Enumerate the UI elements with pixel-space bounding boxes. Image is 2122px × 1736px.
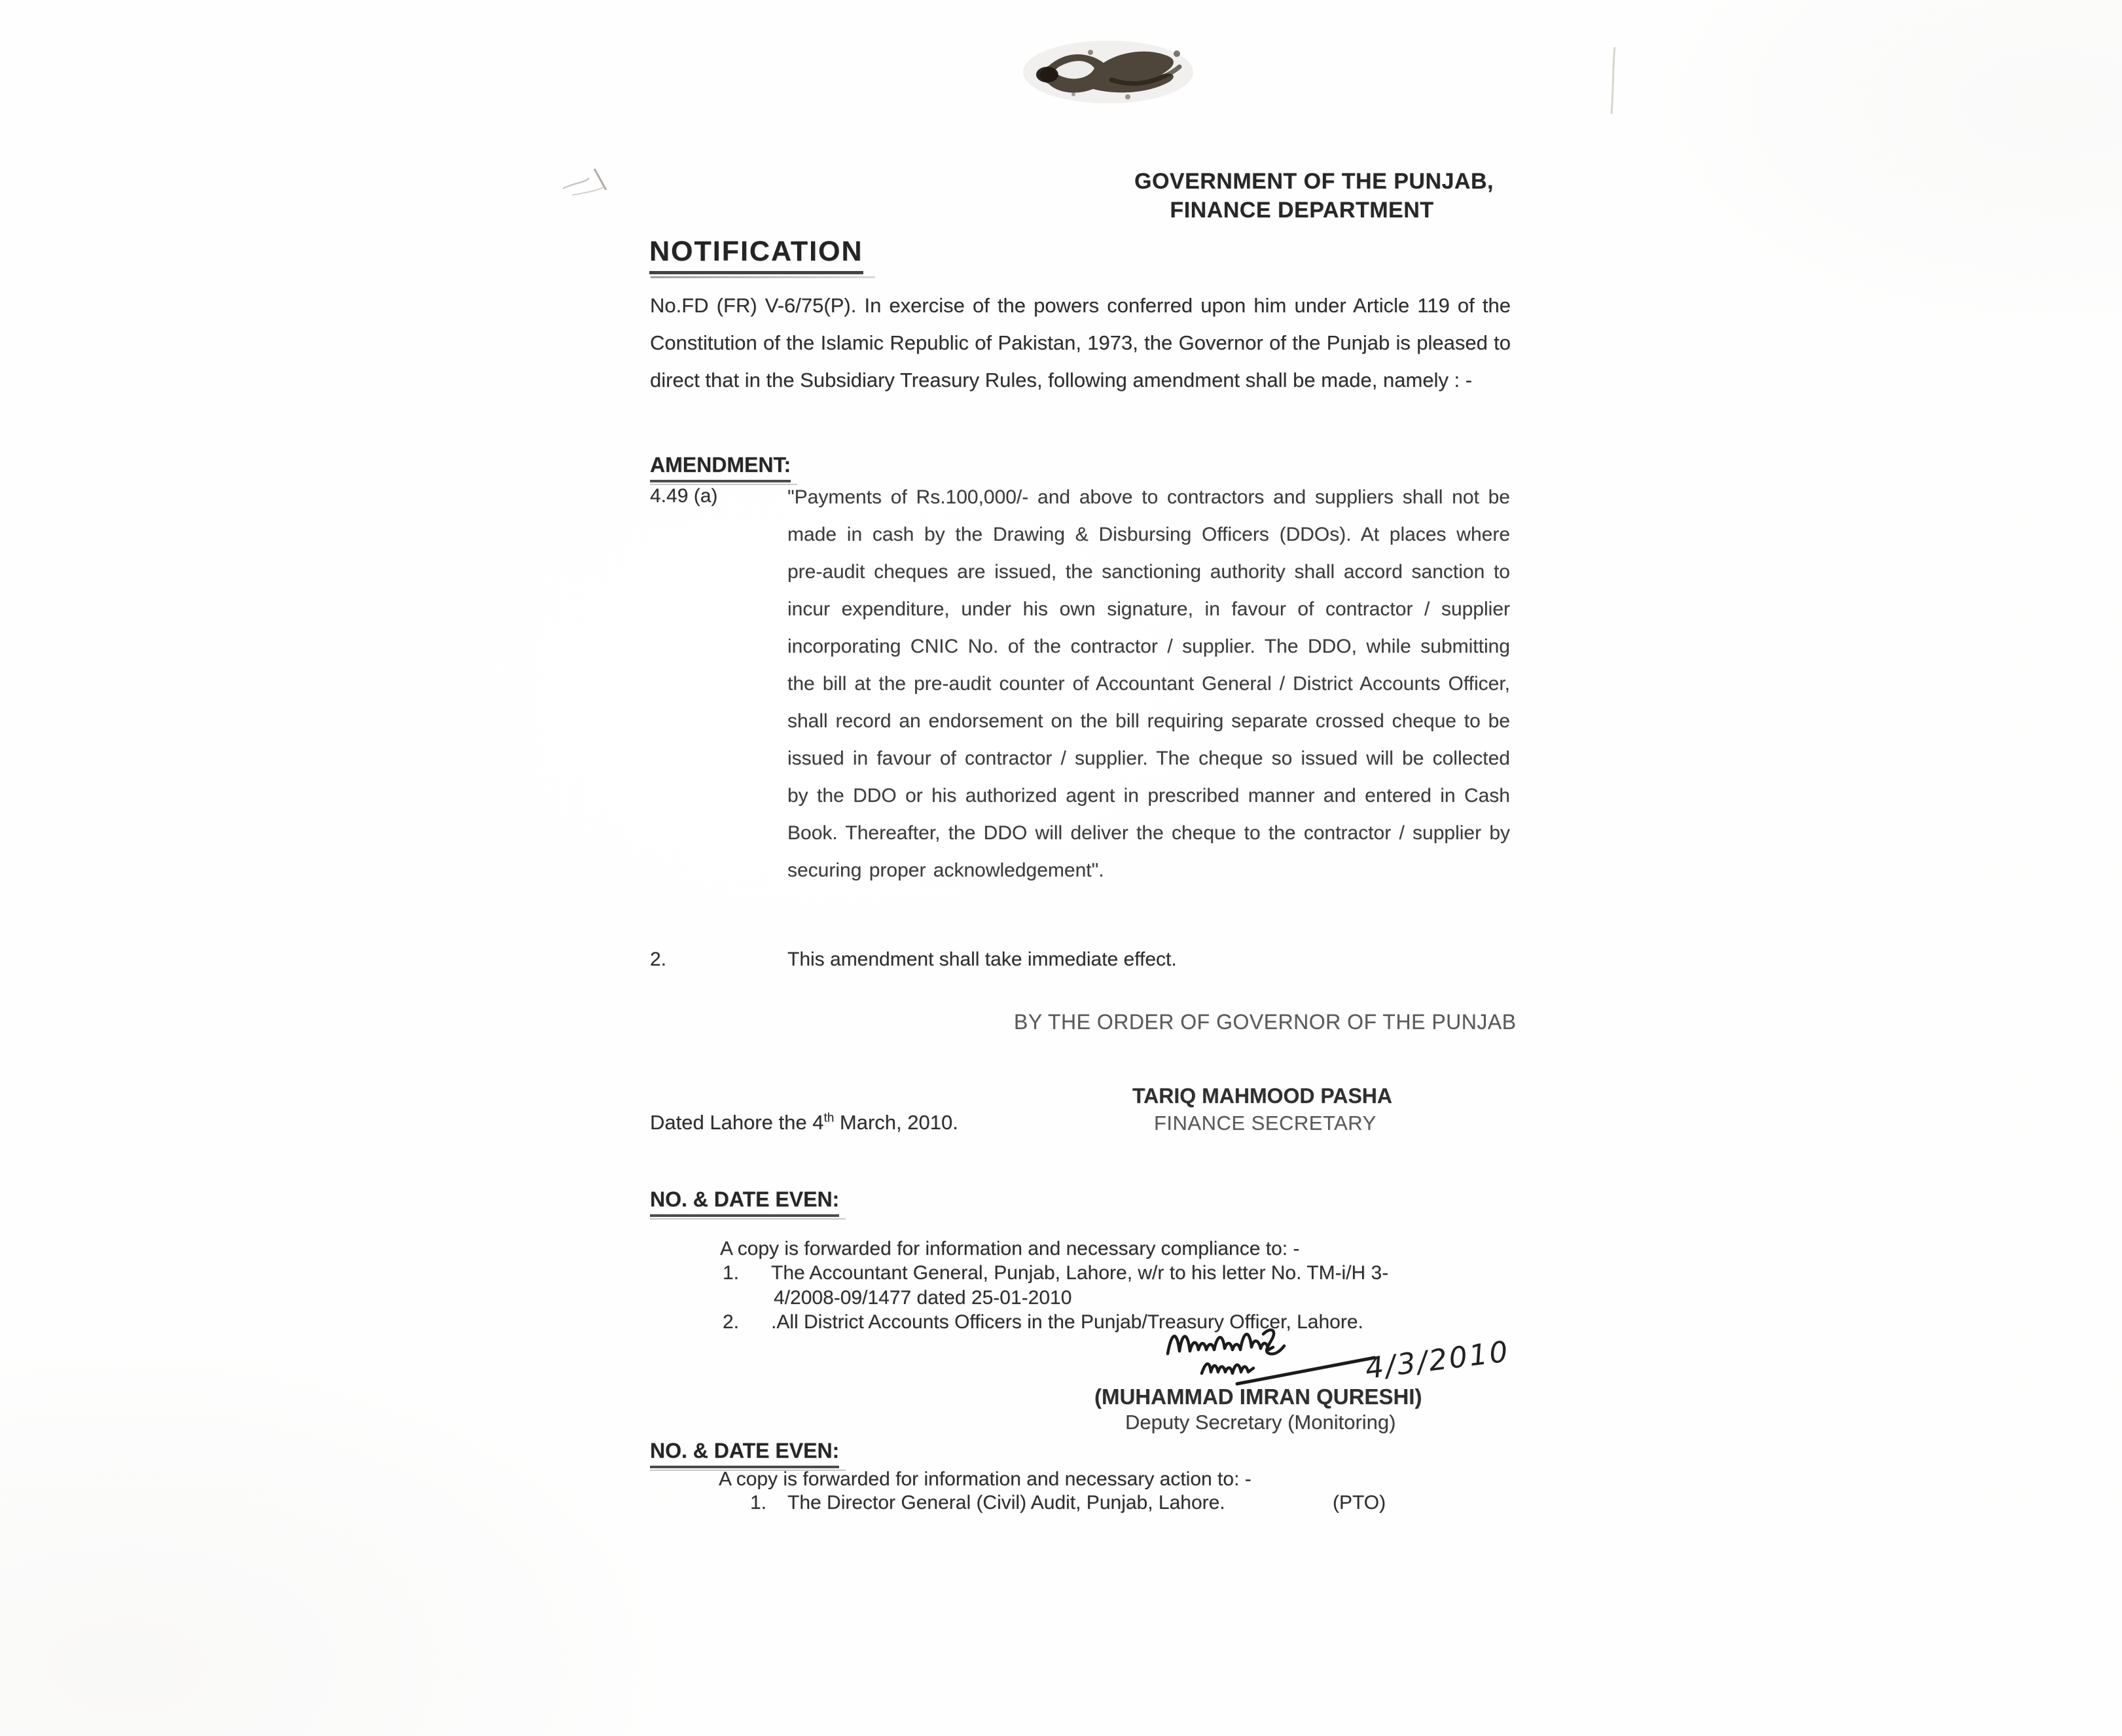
dateline <box>650 1111 958 1134</box>
section1-item1-number: 1. <box>723 1262 740 1284</box>
handwritten-date: 4/3/2010 <box>1363 1335 1512 1386</box>
signature-title: Deputy Secretary (Monitoring) <box>1125 1411 1396 1434</box>
dateline-superscript: th <box>823 1111 835 1125</box>
signatory-name: TARIQ MAHMOOD PASHA <box>1132 1084 1393 1108</box>
amendment-heading: AMENDMENT: <box>650 453 791 482</box>
pto-note: (PTO) <box>1333 1492 1386 1513</box>
section1-intro: A copy is forwarded for information and necessary compliance to: - <box>720 1238 1300 1259</box>
amendment-body: "Payments of Rs.100,000/- and above to contractors and suppliers shall not be made in cash by the Drawing & Disbursing Officers (DDOs). At places where pre-audit cheques are issued, the sanctioning authority shall accord sanction to incur expenditure, under his own signature, in favour of contractor / supplier incorporating CNIC No. of the contractor / supplier. The DDO, while submitting the bill at the pre-audit counter of Accountant General / District Accounts Officer, shall record an endorsement on the bill requiring separate crossed cheque to be issued in favour of contractor / supplier. The cheque so issued will be collected by the DDO or his authorized agent in prescribed manner and entered in Cash Book. Thereafter, the DDO will deliver the cheque to the contractor / supplier by securing proper acknowledgement". <box>787 486 1510 881</box>
notification-heading: NOTIFICATION <box>649 236 863 274</box>
dateline-prefix: Dated Lahore the 4 <box>650 1111 824 1134</box>
intro-paragraph: No.FD (FR) V-6/75(P). In exercise of the powers conferred upon him under Article 119 of the Constitution of the Islamic Republic of Pakistan, 1973, the Governor of the Punjab is pleased to direct that in the Subsidiary Treasury Rules, following amendment shall be made, namely : - <box>650 294 1511 391</box>
faint-scratch-mark <box>1607 45 1620 117</box>
section1-item1-line1: The Accountant General, Punjab, Lahore, w/r to his letter No. TM-i/H 3- <box>771 1262 1389 1284</box>
section2-intro: A copy is forwarded for information and necessary action to: - <box>719 1468 1251 1490</box>
letterhead-line2: FINANCE DEPARTMENT <box>1170 198 1434 223</box>
signatory-title: FINANCE SECRETARY <box>1154 1112 1376 1134</box>
section2-item1-text: The Director General (Civil) Audit, Punjab, Lahore. <box>787 1492 1225 1513</box>
section2-item1-number: 1. <box>750 1492 767 1513</box>
clause2-number: 2. <box>650 949 667 970</box>
section1-heading: NO. & DATE EVEN: <box>650 1187 839 1217</box>
pencil-scribble-mark <box>558 157 643 209</box>
signature-printed-name: (MUHAMMAD IMRAN QURESHI) <box>1094 1384 1422 1409</box>
section1-item1-line2: 4/2008-09/1477 dated 25-01-2010 <box>774 1287 1072 1309</box>
section1-item2-number: 2. <box>723 1311 740 1333</box>
section1-item2-text: .All District Accounts Officers in the Punjab/Treasury Officer, Lahore. <box>771 1311 1363 1333</box>
amendment-clause-number: 4.49 (a) <box>650 485 718 507</box>
by-order-line: BY THE ORDER OF GOVERNOR OF THE PUNJAB <box>1014 1010 1517 1034</box>
dateline-suffix: March, 2010. <box>834 1111 958 1134</box>
ink-smudge-stain <box>1013 34 1203 109</box>
clause2-text: This amendment shall take immediate effect. <box>787 949 1177 970</box>
section2-heading: NO. & DATE EVEN: <box>650 1439 839 1468</box>
handwritten-signature <box>1159 1324 1512 1389</box>
letterhead-line1: GOVERNMENT OF THE PUNJAB, <box>1134 169 1494 194</box>
